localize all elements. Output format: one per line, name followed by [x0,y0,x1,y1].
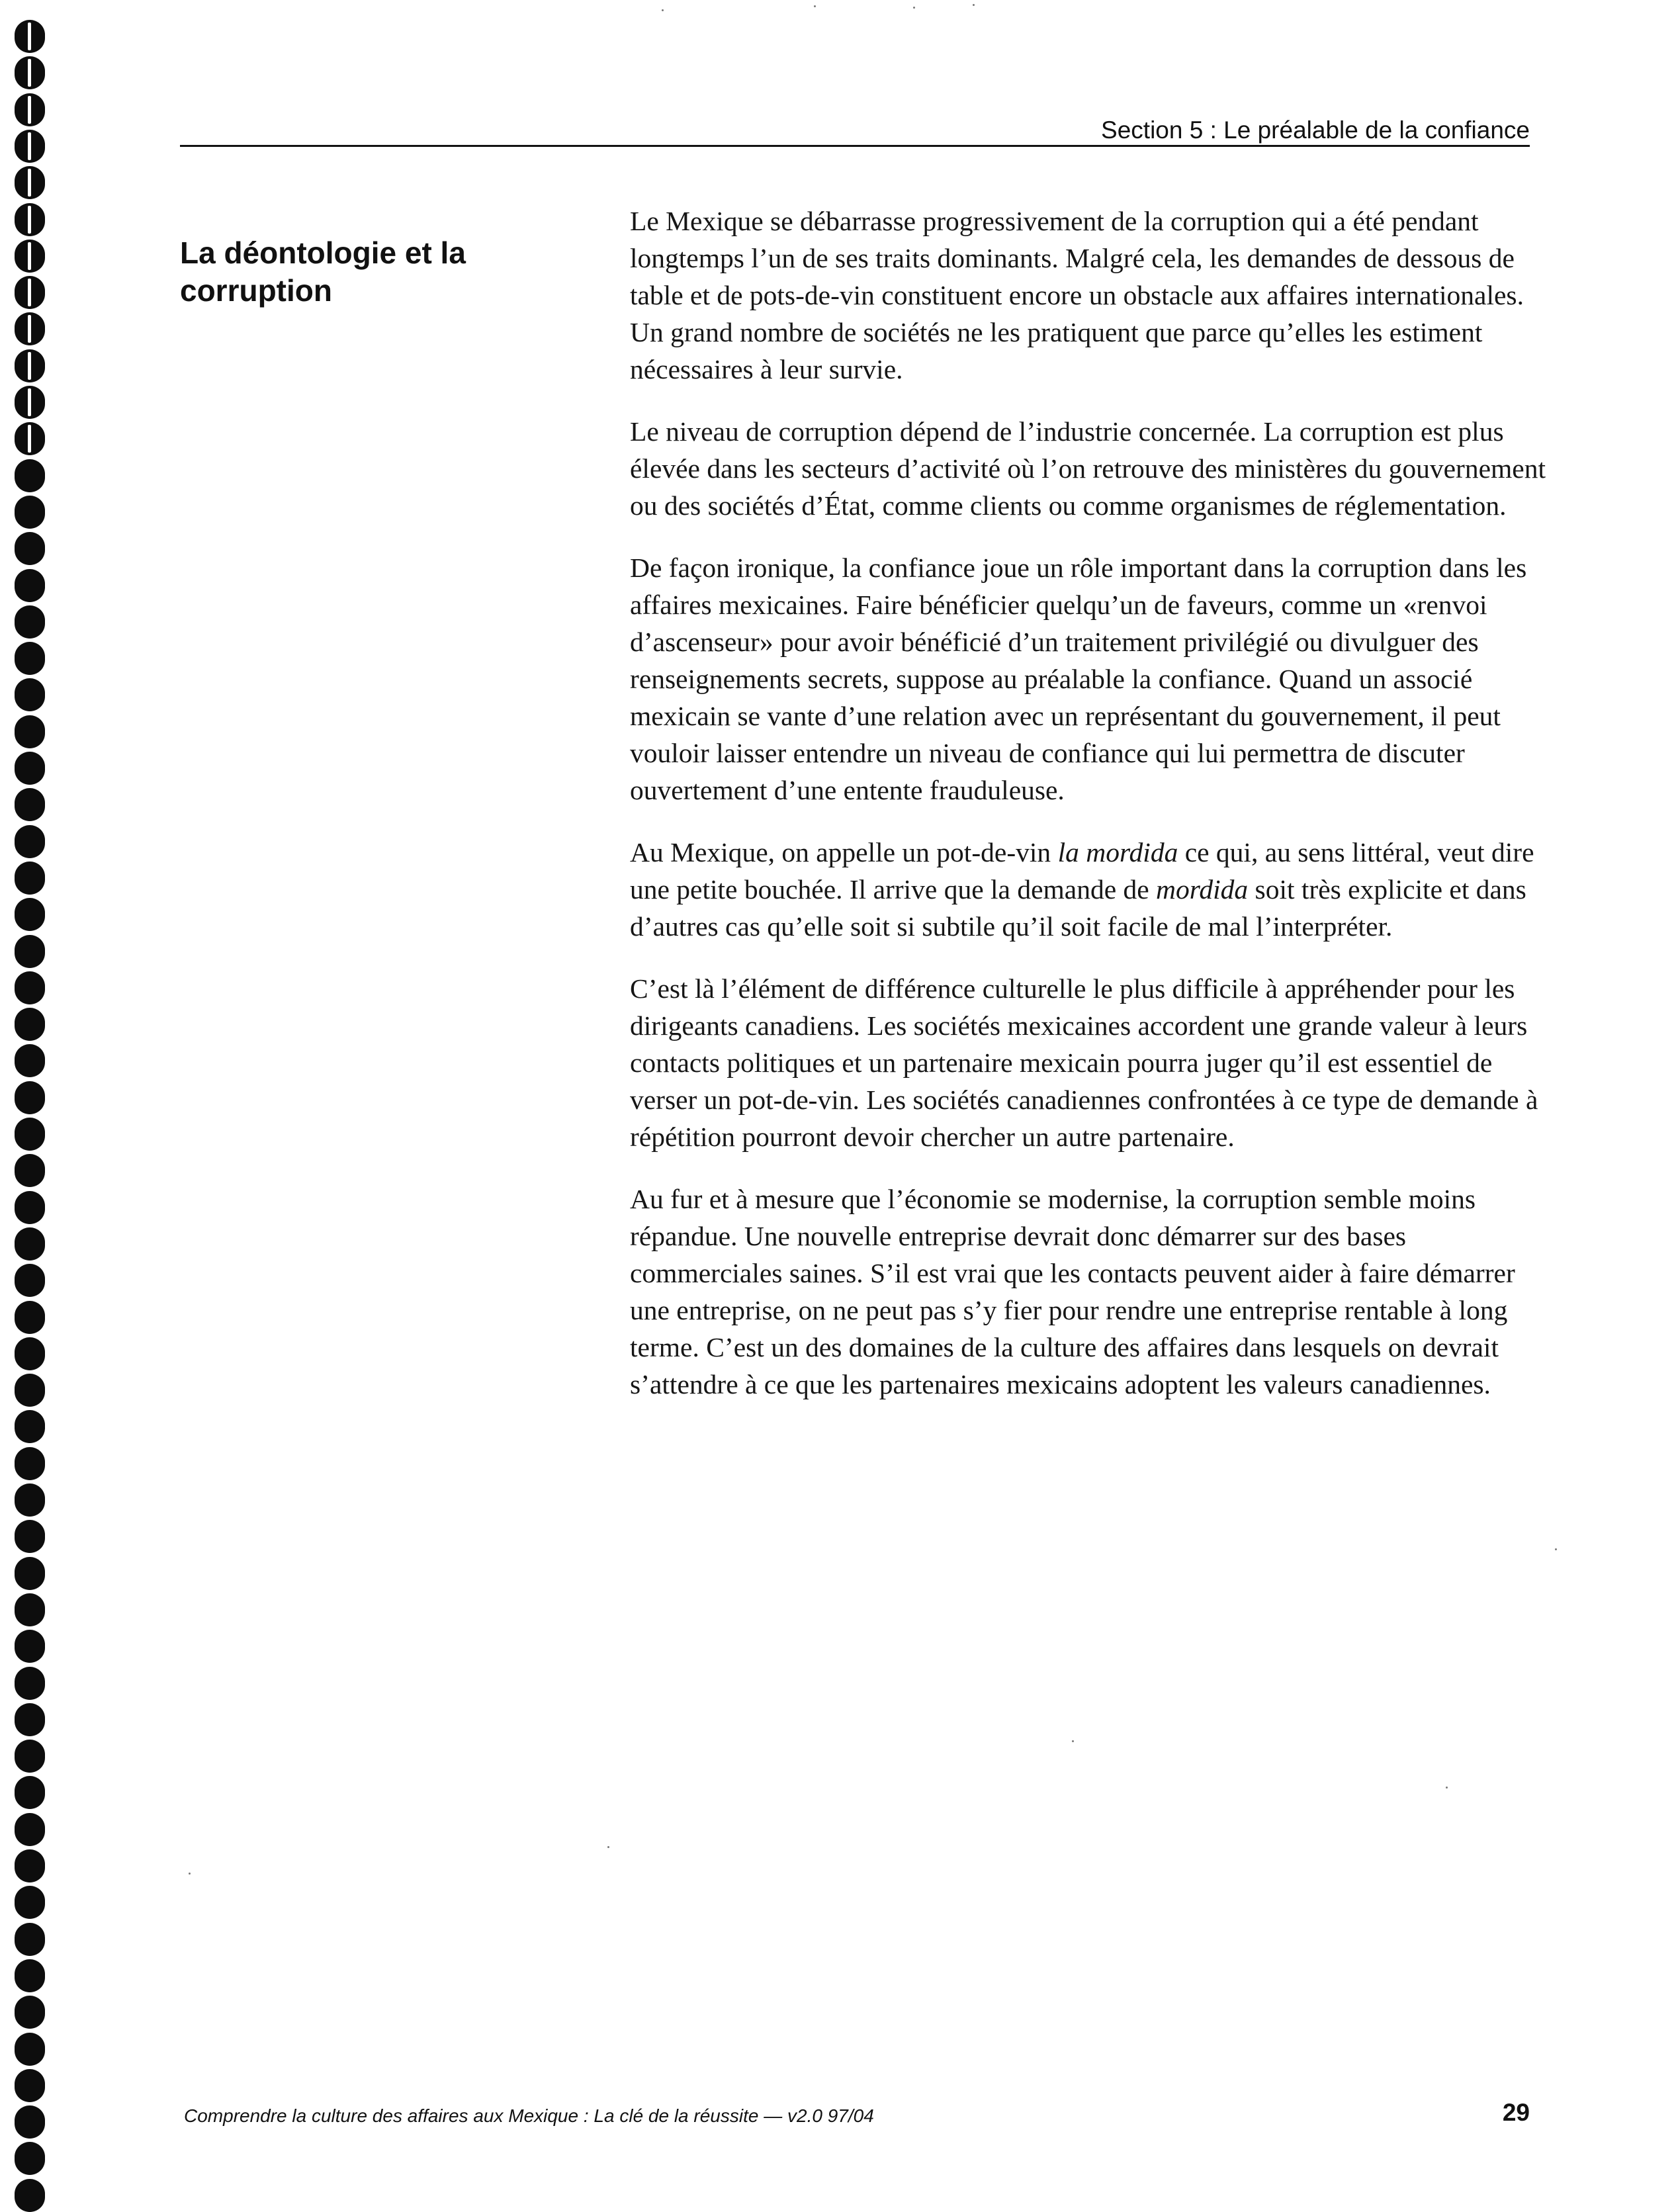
binding-hole [15,1374,45,1407]
binding-hole [15,1996,45,2029]
binding-hole [15,971,45,1004]
binding-hole [15,862,45,895]
scan-speck [1446,1787,1448,1789]
paragraph-text: soit très explicite et dans d’autres cas qu’elle soit si subtile qu’il soit facile de mal l’interpréter. [630,874,1526,942]
binding-hole [15,2105,45,2139]
binding-hole [15,1337,45,1370]
binding-hole [15,93,45,126]
binding-hole [15,1191,45,1224]
binding-hole [15,1264,45,1297]
body-column [630,202,1546,1428]
scan-speck [1555,1548,1557,1550]
paragraph-4 [630,834,1546,945]
binding-hole [15,678,45,711]
paragraph-5 [630,970,1546,1155]
paragraph-2 [630,413,1546,524]
paragraph-text: Le Mexique se débarrasse progressivement de la corruption qui a été pendant longtemps l’un de ses traits dominants. Malgré cela, les demandes de dessous de table et de pots-de-vin constituent encore un obstacle aux affaires internationales. Un grand nombre de sociétés ne les pratiquent que parce qu’elles les estiment nécessaires à leur survie. [630,206,1524,384]
binding-hole [15,1557,45,1590]
binding-hole [15,569,45,602]
binding-hole [15,1154,45,1187]
binding-hole [15,240,45,273]
scan-speck [662,9,664,11]
binding-hole [15,1008,45,1041]
binding-hole [15,2033,45,2066]
binding-hole [15,1923,45,1956]
scan-speck [973,4,975,6]
paragraph-text: Le niveau de corruption dépend de l’industrie concernée. La corruption est plus élevée dans les secteurs d’activité où l’on retrouve des ministères du gouvernement ou des sociétés d’État, comme clients ou comme organismes de réglementation. [630,416,1546,521]
binding-hole [15,1667,45,1700]
section-heading: La déontologie et la corruption [180,236,466,308]
binding-hole [15,1301,45,1334]
page-number: 29 [1502,2099,1530,2126]
scan-speck [814,5,816,7]
binding-hole [15,1483,45,1517]
paragraph-text: ce qui, au sens littéral, veut dire une petite bouchée. Il arrive que la demande de [630,837,1534,905]
binding-hole [15,1227,45,1261]
binding-hole [15,1959,45,1992]
paragraph-1 [630,202,1546,388]
binding-hole [15,496,45,529]
binding-hole [15,752,45,785]
binding-hole [15,166,45,199]
binding-hole [15,386,45,419]
binding-hole [15,276,45,309]
binding-hole [15,422,45,455]
binding-hole [15,825,45,858]
binding-hole [15,1593,45,1626]
paragraph-text: Au Mexique, on appelle un pot-de-vin [630,837,1058,867]
binding-hole [15,935,45,968]
binding-hole [15,1081,45,1114]
paragraph-3 [630,549,1546,809]
italic-term: mordida [1156,874,1249,905]
footer-document-title: Comprendre la culture des affaires aux Mexique : La clé de la réussite — v2.0 97/04 [184,2105,874,2126]
header-rule [180,145,1530,147]
binding-hole [15,1776,45,1809]
binding-hole [15,898,45,931]
scan-speck [607,1846,609,1848]
binding-hole [15,715,45,748]
paragraph-text: C’est là l’élément de différence culturelle le plus difficile à appréhender pour les dirigeants canadiens. Les sociétés mexicaines accordent une grande valeur à leurs contacts politiques et un partenaire mexicain pourra juger qu’il est essentiel de verser un pot-de-vin. Les sociétés canadiennes confrontées à ce type de demande à répétition pourront devoir chercher un autre partenaire. [630,973,1538,1152]
binding-hole [15,1447,45,1480]
binding-holes [15,20,48,2200]
scan-speck [913,7,915,9]
scan-speck [189,1873,191,1875]
binding-hole [15,532,45,565]
binding-hole [15,2142,45,2175]
binding-hole [15,2069,45,2102]
scan-speck [1072,1740,1074,1742]
binding-hole [15,642,45,675]
binding-hole [15,56,45,89]
binding-hole [15,1740,45,1773]
binding-hole [15,349,45,382]
binding-hole [15,605,45,639]
binding-hole [15,1703,45,1736]
italic-term: la mordida [1057,837,1178,867]
binding-hole [15,1410,45,1443]
binding-hole [15,1813,45,1846]
binding-hole [15,1044,45,1077]
binding-hole [15,2179,45,2212]
running-header: Section 5 : Le préalable de la confiance [1101,116,1530,144]
binding-hole [15,1520,45,1553]
paragraph-text: Au fur et à mesure que l’économie se modernise, la corruption semble moins répandue. Une nouvelle entreprise devrait donc démarrer sur des bases commerciales saines. S’il est vrai que les contacts peuvent aider à faire démarrer une entreprise, on ne peut pas s’y fier pour rendre une entreprise rentable à long terme. C’est un des domaines de la culture des affaires dans lesquels on devrait s’attendre à ce que les partenaires mexicains adoptent les valeurs canadiennes. [630,1184,1515,1399]
binding-hole [15,788,45,821]
binding-hole [15,1849,45,1882]
binding-hole [15,203,45,236]
binding-hole [15,1118,45,1151]
paragraph-text: De façon ironique, la confiance joue un rôle important dans la corruption dans les affaires mexicaines. Faire bénéficier quelqu’un de faveurs, comme un «renvoi d’ascenseur» pour avoir bénéficié d’un traitement privilégié ou divulguer des renseignements secrets, suppose au préalable la confiance. Quand un associé mexicain se vante d’une relation avec un représentant du gouvernement, il peut vouloir laisser entendre un niveau de confiance qui lui permettra de discuter ouvertement d’une entente frauduleuse. [630,553,1527,805]
paragraph-6 [630,1180,1546,1403]
binding-hole [15,1630,45,1663]
binding-hole [15,459,45,492]
binding-hole [15,312,45,345]
binding-hole [15,1886,45,1919]
binding-hole [15,130,45,163]
binding-hole [15,20,45,53]
